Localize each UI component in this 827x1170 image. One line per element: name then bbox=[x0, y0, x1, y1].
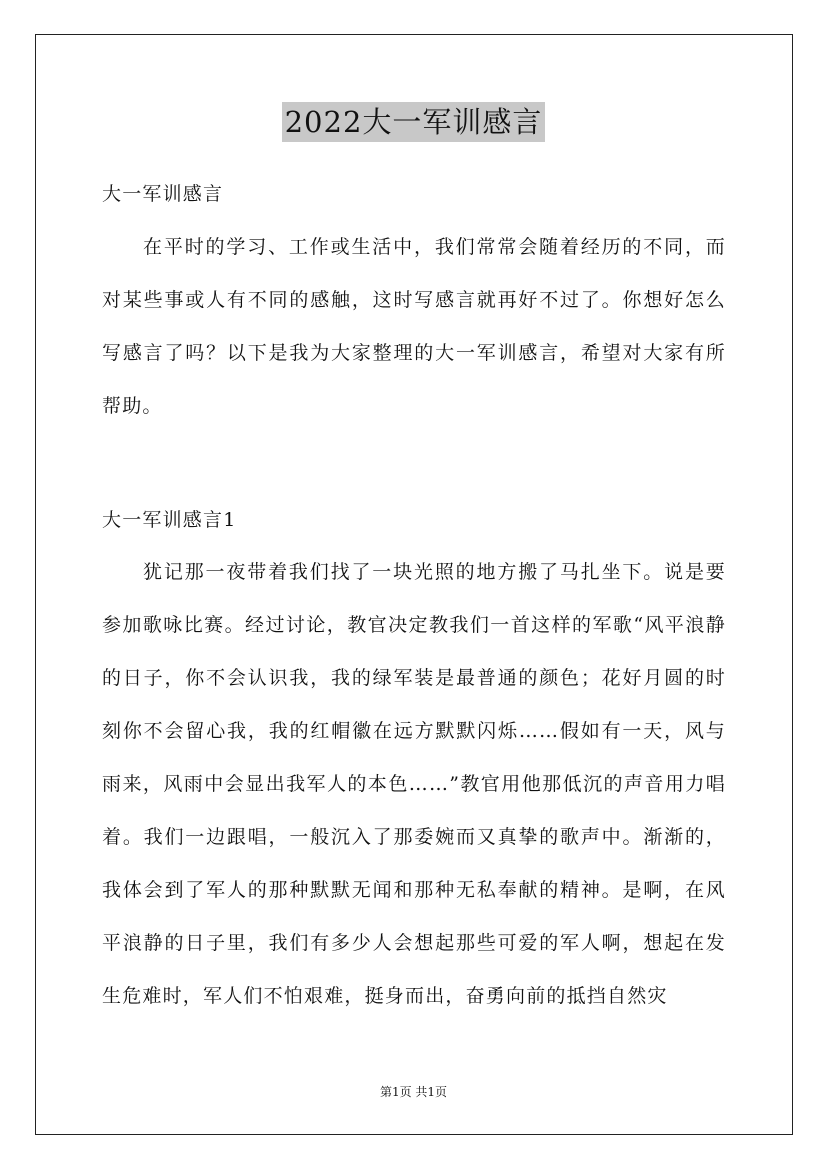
intro-paragraph: 在平时的学习、工作或生活中，我们常常会随着经历的不同，而对某些事或人有不同的感触，这时写感言就再好不过了。你想好怎么写感言了吗？以下是我为大家整理的大一军训感言，希望对大家有所帮助。 bbox=[102, 236, 726, 417]
section-heading-1: 大一军训感言1 bbox=[102, 509, 237, 531]
title-container bbox=[0, 102, 827, 142]
page-footer: 第1页 共1页 bbox=[379, 1085, 448, 1099]
document-title: 2022大一军训感言 bbox=[282, 102, 546, 142]
section-heading-intro: 大一军训感言 bbox=[102, 183, 224, 205]
intro-section bbox=[102, 221, 726, 433]
body-section bbox=[102, 546, 726, 1023]
body-paragraph: 犹记那一夜带着我们找了一块光照的地方搬了马扎坐下。说是要参加歌咏比赛。经过讨论，教官决定教我们一首这样的军歌“风平浪静的日子，你不会认识我，我的绿军装是最普通的颜色；花好月圆的时刻你不会留心我，我的红帽徽在远方默默闪烁……假如有一天，风与雨来，风雨中会显出我军人的本色……”教官用他那低沉的声音用力唱着。我们一边跟唱，一般沉入了那委婉而又真挚的歌声中。渐渐的，我体会到了军人的那种默默无闻和那种无私奉献的精神。是啊，在风平浪静的日子里，我们有多少人会想起那些可爱的军人啊，想起在发生危难时，军人们不怕艰难，挺身而出，奋勇向前的抵挡自然灾 bbox=[102, 561, 726, 1007]
